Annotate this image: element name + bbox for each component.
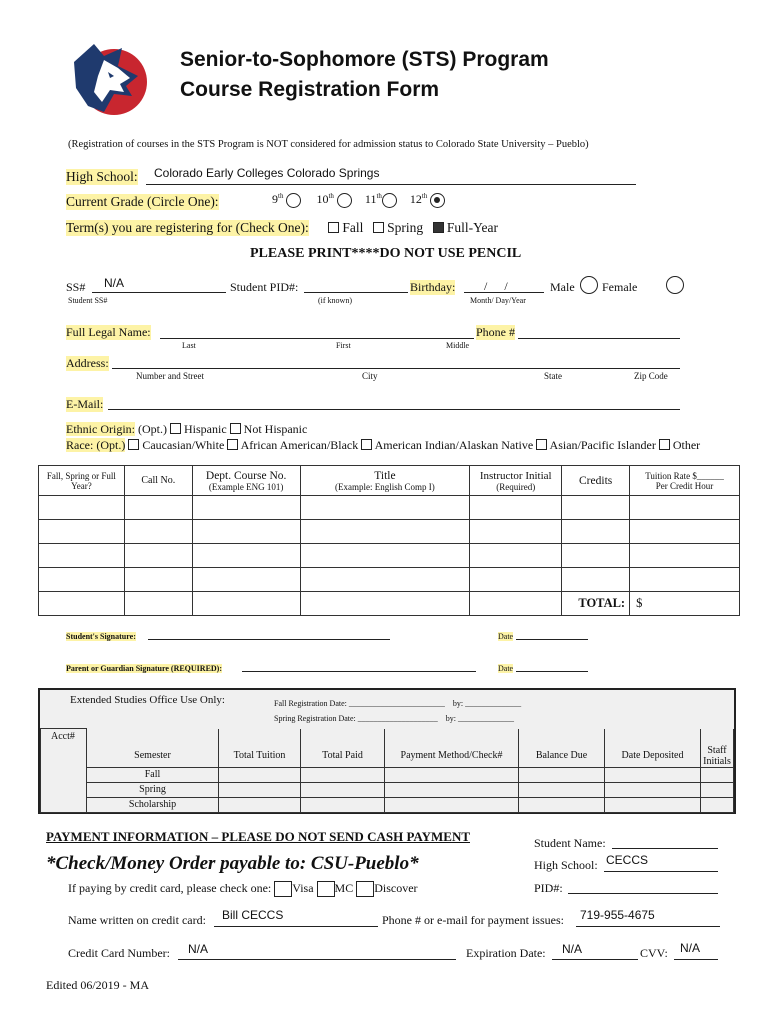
office-table [40, 728, 734, 813]
address-field[interactable] [112, 354, 680, 369]
phone-field[interactable] [518, 324, 680, 339]
col-term: Fall, Spring or Full Year? [39, 466, 125, 496]
expiration-value: N/A [562, 942, 583, 956]
card-number-field[interactable] [178, 944, 456, 960]
visa-box[interactable] [274, 881, 292, 897]
parent-signature-field[interactable] [242, 662, 476, 672]
grade-label: Current Grade (Circle One): [66, 194, 219, 209]
high-school-value: Colorado Early Colleges Colorado Springs [154, 166, 380, 180]
birthday-label: Birthday: [410, 280, 456, 294]
staff-initials-header: Staff Initials [701, 745, 734, 768]
birthday-slashes: / / [484, 279, 508, 293]
fall-reg-label: Fall Registration Date: [274, 699, 347, 708]
ss-sublabel: Student SS# [68, 296, 108, 305]
acct-label: Acct# [41, 729, 87, 745]
form-title-line2: Course Registration Form [180, 78, 440, 101]
not-hispanic-checkbox[interactable] [230, 423, 241, 434]
balance-due-header: Balance Due [519, 745, 605, 768]
student-signature-field[interactable] [148, 630, 390, 640]
ss-value: N/A [104, 276, 125, 290]
mc-box[interactable] [317, 881, 335, 897]
fall-by-label: by: [452, 699, 464, 708]
hispanic-label: Hispanic [184, 422, 227, 436]
side-pid-label: PID#: [534, 881, 563, 895]
total-value[interactable]: $ [630, 592, 740, 616]
date-deposited-header: Date Deposited [605, 745, 701, 768]
total-paid-header: Total Paid [301, 745, 385, 768]
side-pid-field[interactable] [568, 879, 718, 894]
term-fall-label: Fall [342, 220, 364, 235]
table-row[interactable] [39, 520, 740, 544]
male-label: Male [550, 280, 575, 294]
grade-11[interactable]: 11th [365, 192, 397, 206]
full-name-label: Full Legal Name: [66, 325, 151, 339]
side-student-name-field[interactable] [612, 834, 718, 849]
full-name-field[interactable] [160, 324, 474, 339]
race-african-american-checkbox[interactable] [227, 439, 238, 450]
semester-header: Semester [87, 745, 219, 768]
grade-12[interactable]: 12th [410, 192, 445, 206]
male-radio[interactable] [580, 276, 598, 294]
race-caucasian-checkbox[interactable] [128, 439, 139, 450]
race-other-label: Other [672, 438, 701, 452]
edited-footer: Edited 06/2019 - MA [46, 978, 149, 992]
parent-date-field[interactable] [516, 662, 588, 672]
col-instructor: Instructor Initial (Required) [470, 466, 562, 496]
discover-label: Discover [374, 881, 418, 895]
birthday-sublabel: Month/ Day/Year [470, 296, 526, 305]
address-label: Address: [66, 356, 109, 370]
office-row-fall: Fall [87, 767, 219, 782]
ethnic-label: Ethnic Origin: [66, 422, 135, 436]
grade-11-radio[interactable] [382, 193, 397, 208]
race-american-indian-label: American Indian/Alaskan Native [374, 438, 534, 452]
student-signature-label: Student's Signature: [66, 632, 136, 641]
name-sub-last: Last [182, 341, 196, 350]
col-tuition: Tuition Rate $______ Per Credit Hour [630, 466, 740, 496]
card-name-value: Bill CECCS [222, 908, 284, 922]
race-caucasian-label: Caucasian/White [142, 438, 225, 452]
term-fullyear-checkbox[interactable] [433, 222, 444, 233]
discover-box[interactable] [356, 881, 374, 897]
spring-reg-label: Spring Registration Date: [274, 714, 356, 723]
not-hispanic-label: Not Hispanic [243, 422, 308, 436]
parent-date-label: Date [498, 664, 514, 673]
race-label: Race: (Opt.) [66, 438, 126, 452]
office-row-spring: Spring [87, 782, 219, 797]
side-student-name-label: Student Name: [534, 836, 606, 850]
grade-12-radio[interactable] [430, 193, 445, 208]
term-fullyear-label: Full-Year [446, 220, 499, 235]
race-asian-label: Asian/Pacific Islander [549, 438, 656, 452]
check-payable-line: *Check/Money Order payable to: CSU-Pueblo* [46, 853, 419, 874]
address-sub-state: State [544, 371, 562, 381]
cvv-value: N/A [680, 941, 701, 955]
cvv-label: CVV: [640, 946, 668, 960]
email-field[interactable] [108, 395, 680, 410]
card-number-value: N/A [188, 942, 209, 956]
pid-label: Student PID#: [230, 280, 299, 294]
spring-by-label: by: [445, 714, 456, 723]
grade-9-radio[interactable] [286, 193, 301, 208]
term-label: Term(s) you are registering for (Check One): [66, 220, 309, 235]
payment-phone-label: Phone # or e-mail for payment issues: [382, 913, 564, 927]
col-call-no: Call No. [124, 466, 192, 496]
parent-signature-label: Parent or Guardian Signature (REQUIRED): [66, 664, 223, 673]
ethnic-opt: (Opt.) [138, 422, 167, 436]
card-prompt: If paying by credit card, please check one: [68, 881, 272, 895]
card-number-label: Credit Card Number: [68, 946, 170, 960]
term-fall-checkbox[interactable] [328, 222, 339, 233]
grade-10[interactable]: 10th [316, 192, 351, 206]
address-sub-street: Number and Street [136, 371, 204, 381]
expiration-label: Expiration Date: [466, 946, 546, 960]
total-tuition-header: Total Tuition [219, 745, 301, 768]
disclaimer: (Registration of courses in the STS Program is NOT considered for admission status to Colorado State University – Pueblo) [68, 139, 589, 150]
race-asian-checkbox[interactable] [536, 439, 547, 450]
race-african-american-label: African American/Black [240, 438, 359, 452]
side-high-school-value: CECCS [606, 853, 649, 867]
female-label: Female [602, 280, 638, 294]
name-sub-first: First [336, 341, 351, 350]
table-row[interactable] [39, 544, 740, 568]
term-spring-label: Spring [387, 220, 424, 235]
payment-phone-value: 719-955-4675 [580, 908, 655, 922]
race-other-checkbox[interactable] [659, 439, 670, 450]
address-sub-city: City [362, 371, 378, 381]
ss-label: SS# [66, 280, 86, 294]
office-row-scholarship: Scholarship [87, 797, 219, 812]
side-high-school-label: High School: [534, 858, 598, 872]
high-school-label: High School: [66, 169, 138, 184]
form-title-line1: Senior-to-Sophomore (STS) Program [180, 48, 549, 71]
col-dept-course: Dept. Course No. (Example ENG 101) [192, 466, 300, 496]
race-american-indian-checkbox[interactable] [361, 439, 372, 450]
payment-heading: PAYMENT INFORMATION – PLEASE DO NOT SEND CASH PAYMENT [46, 829, 470, 844]
total-label: TOTAL: [562, 592, 630, 616]
address-sub-zip: Zip Code [634, 371, 668, 381]
student-date-field[interactable] [516, 630, 588, 640]
student-date-label: Date [498, 632, 514, 641]
visa-label: Visa [292, 881, 314, 895]
pid-field[interactable] [304, 278, 408, 293]
female-radio[interactable] [666, 276, 684, 294]
col-credits: Credits [562, 466, 630, 496]
pid-sublabel: (if known) [318, 296, 352, 305]
name-sub-middle: Middle [446, 341, 470, 350]
print-notice: PLEASE PRINT****DO NOT USE PENCIL [250, 246, 522, 261]
office-use-label: Extended Studies Office Use Only: [70, 694, 225, 706]
table-row[interactable] [39, 592, 740, 616]
hispanic-checkbox[interactable] [170, 423, 181, 434]
col-title: Title (Example: English Comp I) [300, 466, 470, 496]
table-row[interactable] [39, 496, 740, 520]
mc-label: MC [334, 881, 354, 895]
course-table [38, 465, 740, 616]
phone-label: Phone # [476, 325, 515, 339]
grade-9[interactable]: 9th [272, 192, 301, 206]
card-name-label: Name written on credit card: [68, 913, 206, 927]
term-spring-checkbox[interactable] [373, 222, 384, 233]
grade-10-radio[interactable] [337, 193, 352, 208]
email-label: E-Mail: [66, 397, 104, 411]
payment-method-header: Payment Method/Check# [385, 745, 519, 768]
wolf-logo [64, 40, 150, 120]
table-row[interactable] [39, 568, 740, 592]
